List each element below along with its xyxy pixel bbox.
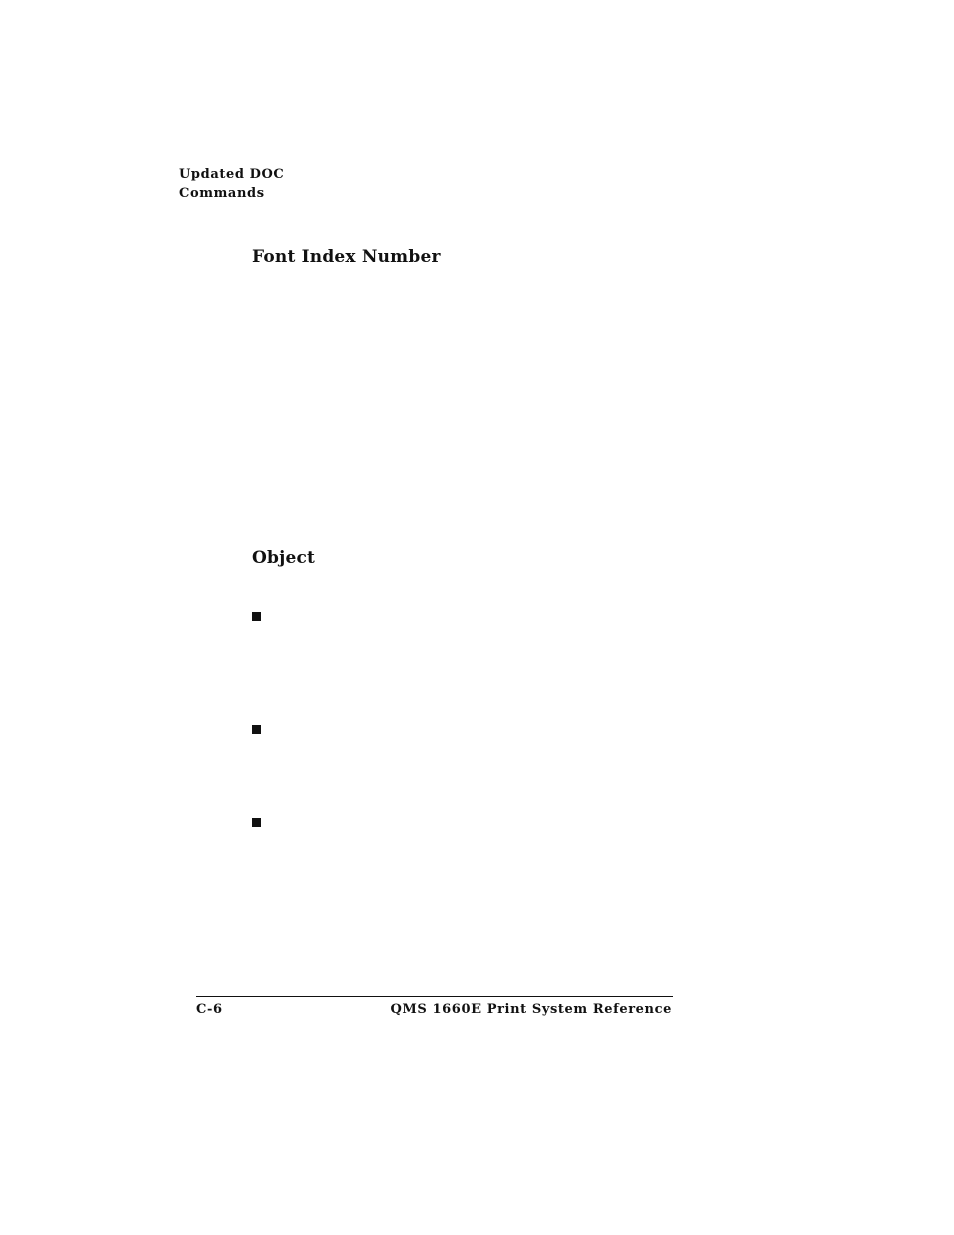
- running-head-line-2: Commands: [179, 186, 265, 201]
- square-bullet-icon: [252, 818, 261, 827]
- square-bullet-icon: [252, 612, 261, 621]
- running-head: [179, 165, 284, 203]
- section-heading-object: Object: [252, 548, 316, 568]
- footer-page-number: C-6: [196, 1002, 223, 1017]
- footer-book-title: QMS 1660E Print System Reference: [390, 1002, 672, 1017]
- running-head-line-1: Updated DOC: [179, 167, 285, 182]
- footer-rule: [196, 996, 673, 997]
- section-heading-font-index-number: Font Index Number: [252, 247, 441, 267]
- square-bullet-icon: [252, 725, 261, 734]
